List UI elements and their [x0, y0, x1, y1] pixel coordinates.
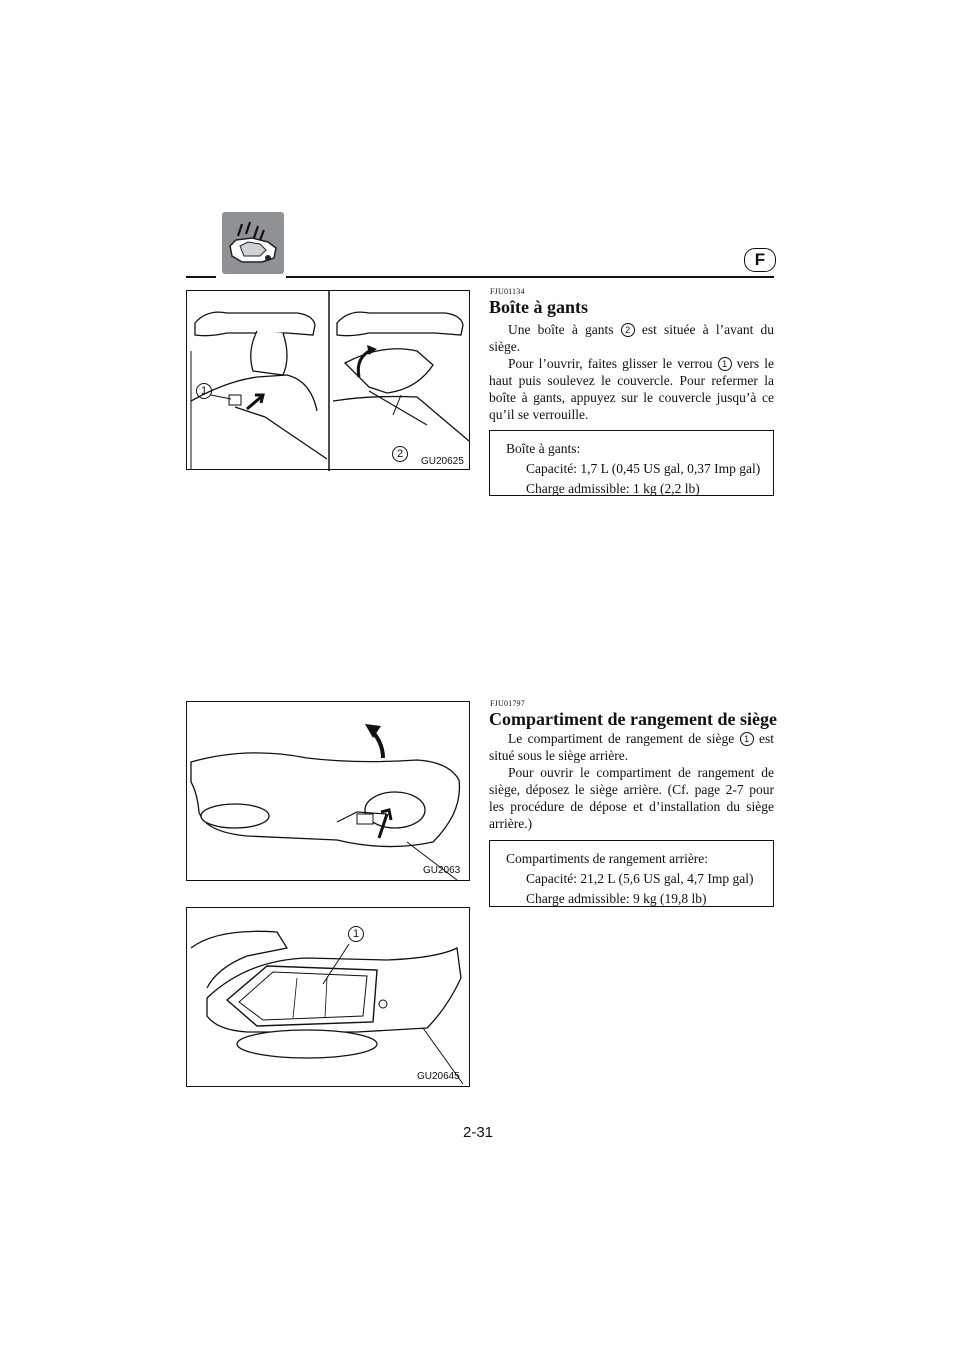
seat-removal-figure	[186, 701, 470, 881]
paragraph	[489, 355, 774, 423]
figure-code: GU20645	[417, 1071, 460, 1082]
glove-box-illustration	[187, 291, 471, 471]
spec-capacity: Capacité: 1,7 L (0,45 US gal, 0,37 Imp gal)	[526, 461, 761, 476]
glove-box-figure	[186, 290, 470, 470]
callout-2: 2	[392, 446, 408, 462]
spec-title: Compartiments de rangement arrière:	[506, 851, 709, 866]
spec-capacity: Capacité: 21,2 L (5,6 US gal, 4,7 Imp gal)	[526, 871, 754, 886]
text: est située à l’avant du siège.	[489, 322, 774, 354]
callout-ref-2: 2	[621, 323, 635, 337]
text: Pour l’ouvrir, faites glisser le verrou	[508, 356, 718, 371]
callout-1: 1	[196, 383, 212, 399]
paragraph	[489, 730, 774, 764]
section-title: Compartiment de rangement de siège	[489, 709, 777, 729]
seat-storage-body	[489, 730, 774, 832]
section-title: Boîte à gants	[489, 297, 588, 317]
figure-code: GU20625	[421, 456, 464, 467]
callout-ref-1: 1	[718, 357, 732, 371]
header-rule-right	[286, 276, 774, 278]
text: Une boîte à gants	[508, 322, 621, 337]
watercraft-storage-icon	[222, 212, 284, 274]
section-code: FJU01797	[490, 699, 525, 708]
page-number: 2-31	[463, 1124, 494, 1141]
paragraph	[489, 321, 774, 355]
glove-box-body	[489, 321, 774, 423]
callout-1: 1	[348, 926, 364, 942]
text: est situé sous le siège arrière.	[489, 731, 774, 763]
callout-ref-1: 1	[740, 732, 754, 746]
spec-load: Charge admissible: 9 kg (19,8 lb)	[526, 891, 707, 906]
seat-illustration	[187, 702, 471, 882]
paragraph: Pour ouvrir le compartiment de rangement de siège, déposez le siège arrière. (Cf. page 2-7 pour les procédure de dépose et d’installation du siège arrière.)	[489, 765, 774, 831]
seat-compartment-figure	[186, 907, 470, 1087]
spec-load: Charge admissible: 1 kg (2,2 lb)	[526, 481, 700, 496]
section-code: FJU01134	[490, 287, 525, 296]
seat-compartment-illustration	[187, 908, 471, 1088]
header-rule-left	[186, 276, 216, 278]
section-letter-badge: F	[744, 248, 776, 272]
text: vers le haut puis soulevez le couvercle. Pour refermer la boîte à gants, appuyez sur le couvercle jusqu’à ce qu’il se verrouille.	[489, 356, 774, 422]
spec-title: Boîte à gants:	[506, 441, 581, 456]
seat-storage-spec-box	[489, 840, 774, 907]
glove-box-spec-box	[489, 430, 774, 496]
figure-code: GU2063	[423, 865, 461, 876]
text: Le compartiment de rangement de siège	[508, 731, 740, 746]
